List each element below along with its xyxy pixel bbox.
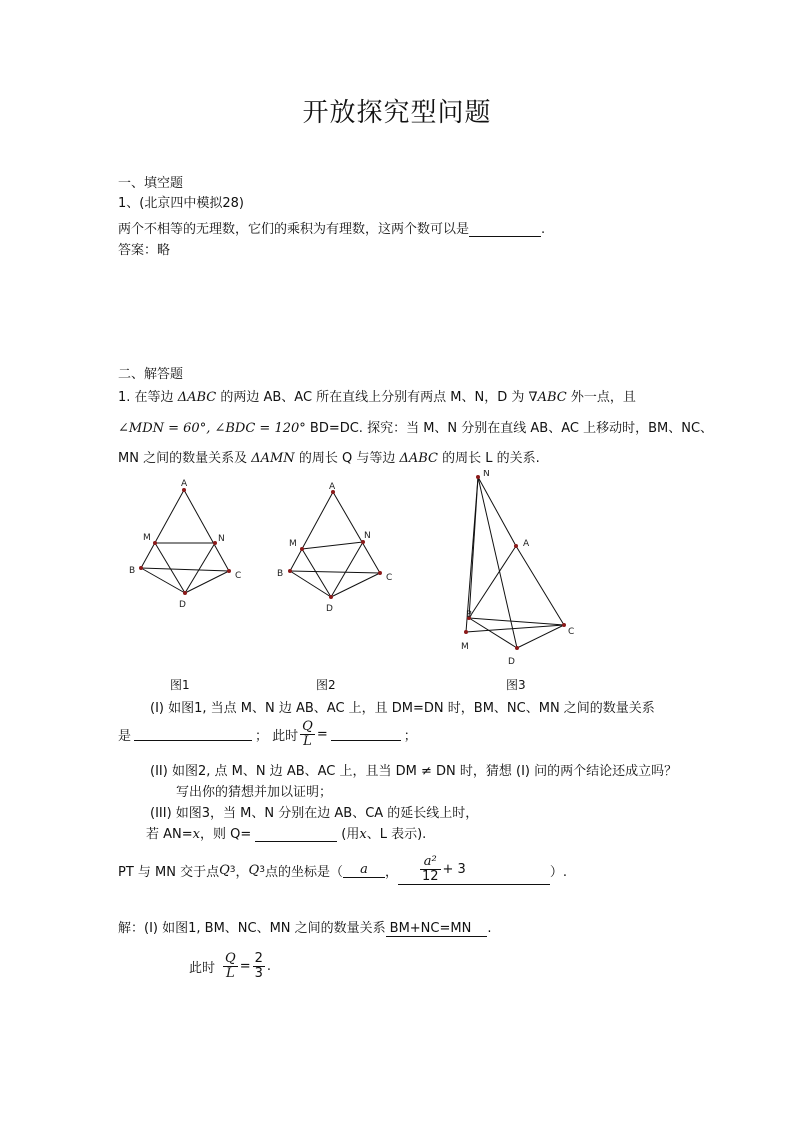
label-m: M: [143, 533, 151, 543]
part-2-line-1: (II) 如图2, 点 M、N 边 AB、AC 上，且当 DM ≠ DN 时，猜想 (I) 问的两个结论还成立吗？: [150, 764, 678, 779]
part-2-line-2: 写出你的猜想并加以证明；: [176, 785, 333, 800]
triangle-abc: ΔABC: [399, 451, 438, 466]
part-text: (用: [341, 827, 360, 842]
subscript: 3: [229, 865, 236, 875]
numerator: a²: [420, 855, 441, 870]
figure-3: [466, 477, 564, 648]
page-title: 开放探究型问题: [302, 98, 492, 128]
figure-2: [290, 492, 380, 597]
problem-line-2: [118, 417, 713, 436]
part-text: 若 AN=: [146, 827, 193, 842]
label-m: M: [289, 539, 297, 549]
problem-text: 的两边 AB、AC 所在直线上分别有两点 M、N，D 为: [220, 390, 525, 405]
figure-2-caption: 图2: [316, 678, 336, 692]
problem-text: MN 之间的数量关系及: [118, 451, 248, 466]
problem-text: 外一点，且: [570, 390, 636, 405]
label-n: N: [218, 534, 225, 544]
y-coordinate-blank: [398, 855, 550, 884]
part-1-line-1: (I) 如图1, 当点 M、N 边 AB、AC 上，且 DM=DN 时，BM、NC、MN 之间的数量关系: [150, 701, 655, 716]
fraction-2-over-3: [253, 952, 265, 980]
label-m: M: [461, 642, 469, 652]
x-coordinate-blank: [343, 862, 385, 878]
label-d: D: [326, 604, 333, 614]
pt-line: [118, 850, 567, 890]
triangle-abc: ΔABC: [177, 390, 217, 405]
numerator: Q: [225, 950, 236, 966]
question1-answer: 答案：略: [118, 243, 171, 258]
point-q3: Q: [248, 862, 260, 878]
y-coordinate-term: + 3: [442, 862, 466, 877]
label-c: C: [568, 627, 575, 637]
variable-x: x: [192, 827, 200, 842]
solution-line-2: [189, 948, 271, 984]
geometry-figures: [115, 470, 695, 675]
point-q3: Q: [219, 862, 230, 878]
fraction-q-over-l: [300, 720, 315, 748]
figure-1-caption: 图1: [170, 678, 190, 692]
problem-text: 的周长 L 的关系.: [442, 451, 540, 466]
question1-text: [118, 218, 545, 237]
part-text: ，则 Q=: [200, 827, 252, 842]
pt-text: 点的坐标是（: [264, 864, 343, 880]
problem-line-3: [118, 447, 540, 466]
pt-text: ）.: [549, 864, 567, 880]
solution-text: .: [487, 921, 492, 936]
answer-blank: [255, 828, 337, 842]
part-text: ； 此时: [255, 728, 299, 744]
variable-x: x: [359, 827, 367, 842]
question1-source: 1、(北京四中模拟28): [118, 196, 244, 211]
solution-line-1: [118, 917, 491, 937]
fraction-q-over-l: [223, 952, 238, 980]
label-n: N: [364, 531, 371, 541]
label-a: A: [523, 539, 530, 549]
part-text: 、L 表示).: [366, 827, 427, 842]
solution-answer: BM+NC=MN: [386, 921, 488, 937]
part-text: ；: [403, 728, 417, 744]
numerator: Q: [302, 719, 313, 734]
x-coordinate: a: [360, 862, 368, 877]
part-3-line-2: [146, 823, 426, 842]
denominator: L: [303, 733, 312, 749]
problem-line-1: [118, 386, 636, 405]
section2-heading: 二、解答题: [118, 367, 184, 382]
question1-end: .: [541, 222, 546, 237]
pt-text: PT 与 MN 交于点: [118, 864, 220, 880]
section1-heading: 一、填空题: [118, 176, 184, 191]
label-n: N: [483, 470, 490, 479]
fraction-a2-over-12: [420, 855, 441, 883]
part-text: 是: [118, 728, 132, 744]
denominator: 3: [254, 965, 263, 981]
denominator: L: [226, 965, 235, 981]
part-1-line-2: [118, 720, 417, 748]
numerator: 2: [254, 950, 263, 966]
triangle-amn: ΔAMN: [251, 451, 295, 466]
solution-text: 此时: [189, 960, 216, 976]
denominator: 12: [421, 869, 439, 884]
angle-condition: ∠MDN = 60°, ∠BDC = 120°: [118, 421, 306, 436]
pt-text: ，: [384, 864, 398, 880]
label-b: B: [129, 566, 136, 576]
solution-text: .: [266, 958, 272, 974]
part-3-line-1: (III) 如图3，当 M、N 分别在边 AB、CA 的延长线上时，: [150, 806, 479, 821]
subscript: 3: [259, 865, 265, 875]
label-c: C: [235, 571, 242, 581]
label-d: D: [179, 600, 186, 610]
equals-sign: =: [316, 726, 328, 742]
label-a: A: [181, 479, 188, 489]
answer-blank: [331, 727, 401, 741]
pt-text: ，: [235, 864, 249, 880]
question1-body: 两个不相等的无理数，它们的乘积为有理数，这两个数可以是: [118, 222, 470, 237]
label-a: A: [329, 482, 336, 492]
label-b: B: [466, 610, 473, 620]
solution-text: 解：(I) 如图1, BM、NC、MN 之间的数量关系: [118, 921, 386, 936]
problem-text: BD=DC. 探究：当 M、N 分别在直线 AB、AC 上移动时，BM、NC、: [305, 421, 714, 436]
problem-text: 的周长 Q 与等边: [298, 451, 396, 466]
label-c: C: [386, 573, 393, 583]
equals-sign: =: [239, 958, 251, 974]
label-b: B: [277, 569, 284, 579]
answer-blank: [469, 223, 541, 237]
triangle-abc: ∇ABC: [528, 390, 567, 405]
problem-text: 1. 在等边: [118, 390, 174, 405]
answer-blank: [134, 727, 252, 741]
label-d: D: [508, 657, 515, 667]
figure-3-caption: 图3: [506, 678, 526, 692]
